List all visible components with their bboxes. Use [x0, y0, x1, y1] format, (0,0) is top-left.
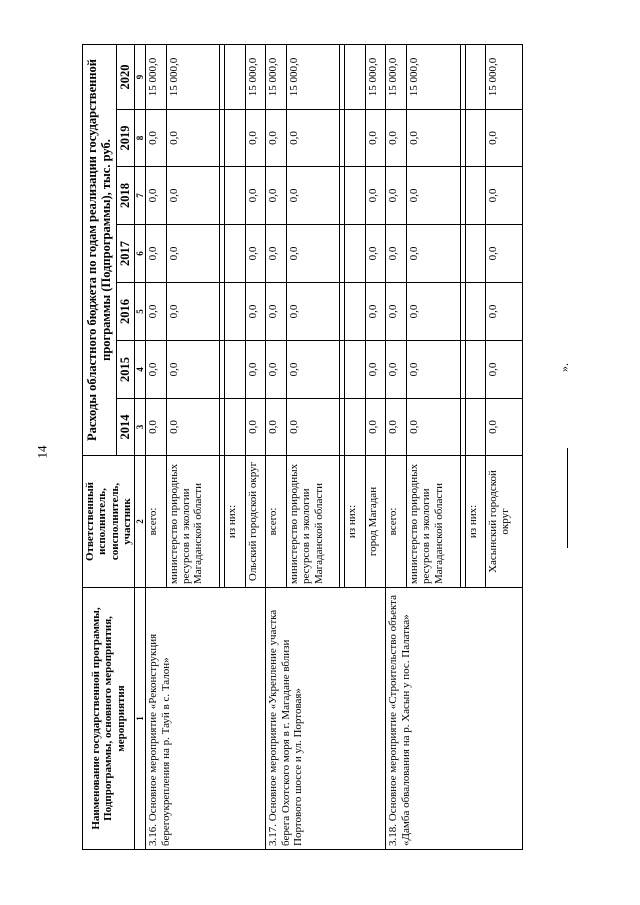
value-cell: 0,0	[266, 399, 287, 456]
column-index: 2	[135, 456, 146, 588]
empty-cell	[225, 225, 246, 283]
value-cell: 0,0	[146, 283, 167, 341]
empty-cell	[225, 167, 246, 225]
column-index: 6	[135, 225, 146, 283]
value-cell: 0,0	[407, 283, 461, 341]
value-cell: 0,0	[166, 341, 220, 399]
value-cell: 0,0	[407, 341, 461, 399]
value-cell: 0,0	[486, 110, 523, 167]
empty-cell	[345, 341, 366, 399]
empty-cell	[225, 45, 246, 110]
of-which-label: из них:	[465, 456, 486, 588]
header-executor: Ответственный исполнитель, соисполнитель, участник	[83, 456, 135, 588]
total-label: всего:	[146, 456, 167, 588]
value-cell: 0,0	[365, 110, 386, 167]
column-index: 4	[135, 341, 146, 399]
value-cell: 0,0	[286, 341, 340, 399]
value-cell: 0,0	[146, 167, 167, 225]
header-program-name: Наименование государственной программы, Подпрограммы, основного мероприятия, мероприятия	[83, 588, 135, 850]
value-cell: 0,0	[407, 167, 461, 225]
empty-cell	[345, 399, 366, 456]
column-index: 3	[135, 399, 146, 456]
value-cell: 0,0	[365, 283, 386, 341]
value-cell: 0,0	[407, 225, 461, 283]
header-year: 2020	[116, 45, 135, 110]
empty-cell	[225, 341, 246, 399]
value-cell: 0,0	[245, 399, 266, 456]
ministry-label: министерство природных ресурсов и экологии Магаданской области	[407, 456, 461, 588]
table-body	[146, 45, 523, 850]
value-cell: 0,0	[146, 225, 167, 283]
value-cell: 0,0	[365, 399, 386, 456]
value-cell: 0,0	[245, 341, 266, 399]
header-year: 2015	[116, 341, 135, 399]
total-row	[146, 45, 167, 850]
value-cell: 15 000,0	[365, 45, 386, 110]
value-cell: 0,0	[386, 110, 407, 167]
value-cell: 0,0	[266, 167, 287, 225]
value-cell: 15 000,0	[407, 45, 461, 110]
value-cell: 15 000,0	[386, 45, 407, 110]
of-which-label: из них:	[345, 456, 366, 588]
empty-cell	[465, 110, 486, 167]
value-cell: 0,0	[166, 167, 220, 225]
value-cell: 15 000,0	[266, 45, 287, 110]
value-cell: 0,0	[286, 167, 340, 225]
empty-cell	[345, 110, 366, 167]
value-cell: 0,0	[245, 283, 266, 341]
ministry-label: министерство природных ресурсов и экологии Магаданской области	[286, 456, 340, 588]
value-cell: 0,0	[486, 399, 523, 456]
value-cell: 0,0	[365, 167, 386, 225]
column-index: 7	[135, 167, 146, 225]
total-row	[266, 45, 287, 850]
ministry-label: министерство природных ресурсов и экологии Магаданской области	[166, 456, 220, 588]
value-cell: 0,0	[286, 110, 340, 167]
total-label: всего:	[266, 456, 287, 588]
value-cell: 0,0	[146, 341, 167, 399]
empty-cell	[225, 283, 246, 341]
value-cell: 0,0	[266, 225, 287, 283]
value-cell: 0,0	[386, 225, 407, 283]
value-cell: 0,0	[486, 341, 523, 399]
value-cell: 0,0	[245, 110, 266, 167]
empty-cell	[465, 399, 486, 456]
value-cell: 0,0	[286, 225, 340, 283]
value-cell: 0,0	[166, 110, 220, 167]
column-index: 8	[135, 110, 146, 167]
closing-quote: ».	[557, 363, 571, 372]
value-cell: 0,0	[266, 110, 287, 167]
total-label: всего:	[386, 456, 407, 588]
value-cell: 0,0	[166, 225, 220, 283]
header-year: 2019	[116, 110, 135, 167]
total-row	[386, 45, 407, 850]
header-year: 2014	[116, 399, 135, 456]
value-cell: 0,0	[486, 225, 523, 283]
empty-cell	[345, 167, 366, 225]
value-cell: 0,0	[286, 399, 340, 456]
measure-title: 3.16. Основное мероприятие «Реконструкция берегоукрепления на р. Тауй в с. Талон»	[146, 588, 266, 850]
empty-cell	[345, 225, 366, 283]
participant-label: город Магадан	[365, 456, 386, 588]
value-cell: 0,0	[146, 110, 167, 167]
value-cell: 15 000,0	[286, 45, 340, 110]
value-cell: 0,0	[407, 110, 461, 167]
rotated-table-wrapper	[82, 45, 519, 850]
value-cell: 0,0	[166, 399, 220, 456]
value-cell: 0,0	[365, 225, 386, 283]
empty-cell	[465, 225, 486, 283]
value-cell: 0,0	[166, 283, 220, 341]
value-cell: 0,0	[245, 225, 266, 283]
empty-cell	[465, 45, 486, 110]
value-cell: 0,0	[386, 399, 407, 456]
empty-cell	[345, 45, 366, 110]
empty-cell	[225, 399, 246, 456]
value-cell: 0,0	[386, 283, 407, 341]
empty-cell	[465, 167, 486, 225]
value-cell: 0,0	[407, 399, 461, 456]
measure-title: 3.17. Основное мероприятие «Укрепление участка берега Охотского моря в г. Магадане вблизи Портового шоссе и ул. Портовая»	[266, 588, 386, 850]
value-cell: 0,0	[146, 399, 167, 456]
participant-label: Хасынский городской округ	[486, 456, 523, 588]
header-year: 2018	[116, 167, 135, 225]
value-cell: 15 000,0	[146, 45, 167, 110]
value-cell: 15 000,0	[245, 45, 266, 110]
header-year: 2016	[116, 283, 135, 341]
of-which-label: из них:	[225, 456, 246, 588]
value-cell: 0,0	[266, 283, 287, 341]
closing-line	[567, 448, 568, 548]
column-index: 5	[135, 283, 146, 341]
header-budget: Расходы областного бюджета по годам реализации государственной программы (Подпрограммы), тыс. руб.	[83, 45, 117, 456]
empty-cell	[465, 283, 486, 341]
value-cell: 0,0	[486, 283, 523, 341]
column-index: 1	[135, 588, 146, 850]
budget-table	[82, 44, 523, 850]
header-year: 2017	[116, 225, 135, 283]
value-cell: 0,0	[286, 283, 340, 341]
column-index-row	[135, 45, 146, 850]
empty-cell	[345, 283, 366, 341]
column-index: 9	[135, 45, 146, 110]
value-cell: 0,0	[266, 341, 287, 399]
value-cell: 15 000,0	[486, 45, 523, 110]
page-number: 14	[34, 445, 50, 459]
empty-cell	[465, 341, 486, 399]
value-cell: 15 000,0	[166, 45, 220, 110]
value-cell: 0,0	[386, 341, 407, 399]
value-cell: 0,0	[386, 167, 407, 225]
value-cell: 0,0	[245, 167, 266, 225]
value-cell: 0,0	[365, 341, 386, 399]
measure-title: 3.18. Основное мероприятие «Строительство объекта «Дамба обвалования на р. Хасын у пос. Палатка»	[386, 588, 523, 850]
participant-label: Ольский городской округ	[245, 456, 266, 588]
value-cell: 0,0	[486, 167, 523, 225]
empty-cell	[225, 110, 246, 167]
